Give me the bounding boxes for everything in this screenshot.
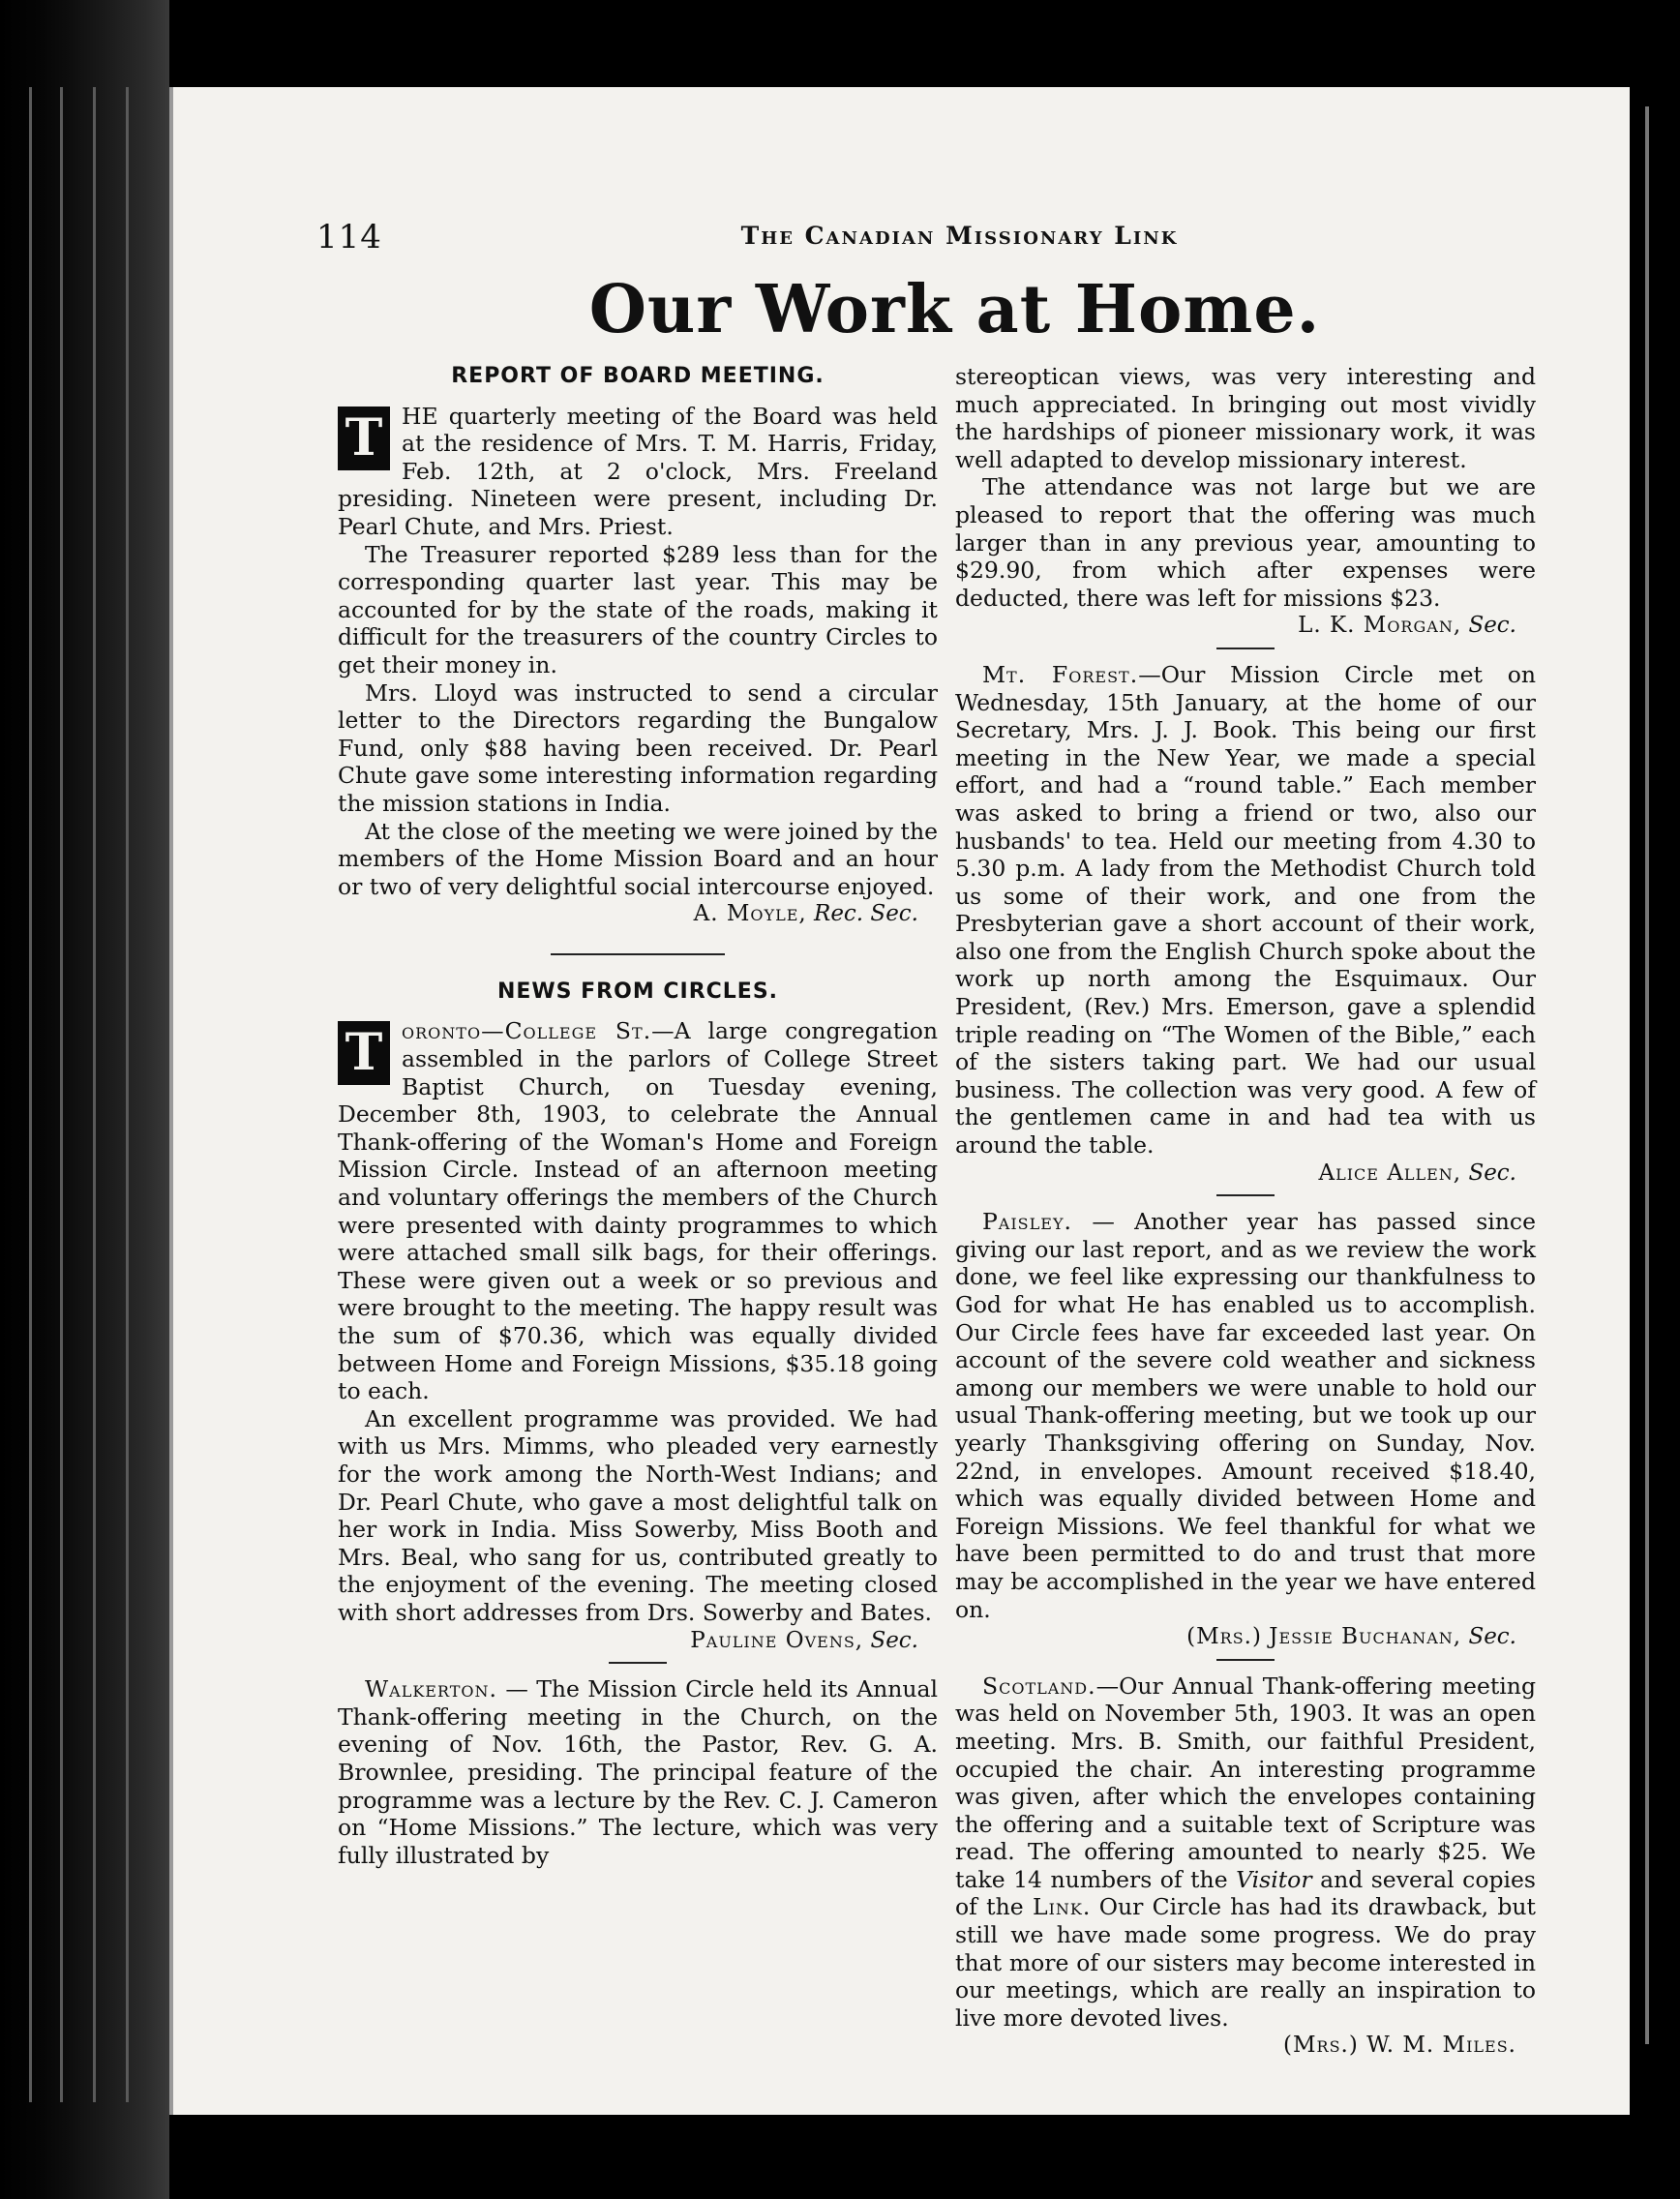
left-column <box>338 363 938 1869</box>
section-divider <box>551 953 725 955</box>
board-report-paragraph: At the close of the meeting we were joined by the members of the Home Mission Board and an hour or two of very delightful social intercourse enjoyed. <box>338 817 938 900</box>
right-page-edge <box>1632 0 1680 2199</box>
signature: Pauline Ovens, Sec. <box>690 1627 918 1653</box>
page-number: 114 <box>316 218 382 256</box>
page-edge <box>126 87 129 2102</box>
journal-title: The Canadian Missionary Link <box>740 222 1179 250</box>
item-divider <box>609 1662 667 1664</box>
signature: Alice Allen, Sec. <box>1318 1160 1516 1186</box>
paisley-paragraph: Paisley. — Another year has passed since giving our last report, and as we review the work done, we feel like expressing our thankfulness to God for what He has enabled us to accomplish. Our Circle fees have far exceeded last year. On account of the severe cold weather and sickness among our members we were unable to hold our usual Thank-offering meeting, but we took up our yearly Thanksgiving offering on Sunday, Nov. 22nd, in envelopes. Amount received $18.40, which was equally divided between Home and Foreign Missions. We feel thankful for what we have been permitted to do and trust that more may be accomplished in the year we have entered on. <box>955 1208 1536 1623</box>
item-divider <box>1216 1194 1275 1196</box>
right-column <box>955 363 1536 2060</box>
scotland-paragraph: Scotland.—Our Annual Thank-offering meeting was held on November 5th, 1903. It was an open meeting. Mrs. B. Smith, our faithful President, occupied the chair. An interesting programme was given, after which the envelopes containing the offering and a suitable text of Scripture was read. The offering amounted to nearly $25. We take 14 numbers of the Visitor and several copies of the Link. Our Circle has had its drawback, but still we have made some progress. We do pray that more of our sisters may become interested in our meetings, which are really an inspiration to live more devoted lives. <box>955 1672 1536 2032</box>
toronto-paragraph: T oronto—College St.—A large congregation assembled in the parlors of College Street Baptist Church, on Tuesday evening, December 8th, 1903, to celebrate the Annual Thank-offering of the Woman's Home and Foreign Mission Circle. Instead of an afternoon meeting and voluntary offerings the members of the Church were presented with dainty programmes to which were attached small silk bags, for their offerings. These were given out a week or so previous and were brought to the meeting. The happy result was the sum of $70.36, which was equally divided between Home and Foreign Missions, $35.18 going to each. <box>338 1017 938 1405</box>
page <box>169 87 1630 2115</box>
walkerton-paragraph: stereoptican views, was very interesting and much appreciated. In bringing out most vividly the hardships of pioneer missionary work, it was well adapted to develop missionary interest. <box>955 363 1536 473</box>
signature: A. Moyle, Rec. Sec. <box>693 901 918 927</box>
signature: (Mrs.) W. M. Miles. <box>1283 2033 1516 2059</box>
mt-forest-paragraph: Mt. Forest.—Our Mission Circle met on Wednesday, 15th January, at the home of our Secretary, Mrs. J. J. Book. This being our first meeting in the New Year, we made a special effort, and had a “round table.” Each member was asked to bring a friend or two, also our husbands' to tea. Held our meeting from 4.30 to 5.30 p.m. A lady from the Methodist Church told us some of their work, and one from the Presbyterian gave a short account of their work, also one from the English Church spoke about the work up north among the Esquimaux. Our President, (Rev.) Mrs. Emerson, gave a splendid triple reading on “The Women of the Bible,” each of the sisters taking part. We had our usual business. The collection was very good. A few of the gentlemen came in and had tea with us around the table. <box>955 660 1536 1160</box>
running-head <box>173 218 1630 266</box>
news-heading: NEWS FROM CIRCLES. <box>496 979 779 1004</box>
board-report-paragraph: T HE quarterly meeting of the Board was held at the residence of Mrs. T. M. Harris, Friday, Feb. 12th, at 2 o'clock, Mrs. Freeland presiding. Nineteen were present, including Dr. Pearl Chute, and Mrs. Priest. <box>338 402 938 540</box>
walkerton-paragraph: Walkerton. — The Mission Circle held its Annual Thank-offering meeting in the Church, on the evening of Nov. 16th, the Pastor, Rev. G. A. Brownlee, presiding. The principal feature of the programme was a lecture by the Rev. C. J. Cameron on “Home Missions.” The lecture, which was very fully illustrated by <box>338 1675 938 1869</box>
walkerton-paragraph: The attendance was not large but we are pleased to report that the offering was much larger than in any previous year, amounting to $29.90, from which after expenses were deducted, there was left for missions $23. <box>955 473 1536 612</box>
board-report-paragraph: The Treasurer reported $289 less than for the corresponding quarter last year. This may be accounted for by the state of the roads, making it difficult for the treasurers of the country Circles to get their money in. <box>338 540 938 678</box>
board-report-paragraph: Mrs. Lloyd was instructed to send a circular letter to the Directors regarding the Bungalow Fund, only $88 having been received. Dr. Pearl Chute gave some interesting information regarding the mission stations in India. <box>338 678 938 817</box>
page-title: Our Work at Home. <box>588 271 1321 348</box>
drop-cap: T <box>338 1021 390 1085</box>
page-edge <box>29 87 32 2102</box>
page-edge <box>60 87 63 2102</box>
signature: L. K. Morgan, Sec. <box>1298 613 1516 639</box>
board-report-heading: REPORT OF BOARD MEETING. <box>451 364 825 388</box>
book-binding <box>0 0 169 2199</box>
toronto-paragraph: An excellent programme was provided. We had with us Mrs. Mimms, who pleaded very earnestly for the work among the North-West Indians; and Dr. Pearl Chute, who gave a most delightful talk on her work in India. Miss Sowerby, Miss Booth and Mrs. Beal, who sang for us, contributed greatly to the enjoyment of the evening. The meeting closed with short addresses from Drs. Sowerby and Bates. <box>338 1404 938 1626</box>
drop-cap: T <box>338 407 390 470</box>
item-divider <box>1216 1659 1275 1661</box>
signature: (Mrs.) Jessie Buchanan, Sec. <box>1186 1624 1516 1650</box>
item-divider <box>1216 648 1275 649</box>
page-edge <box>93 87 96 2102</box>
